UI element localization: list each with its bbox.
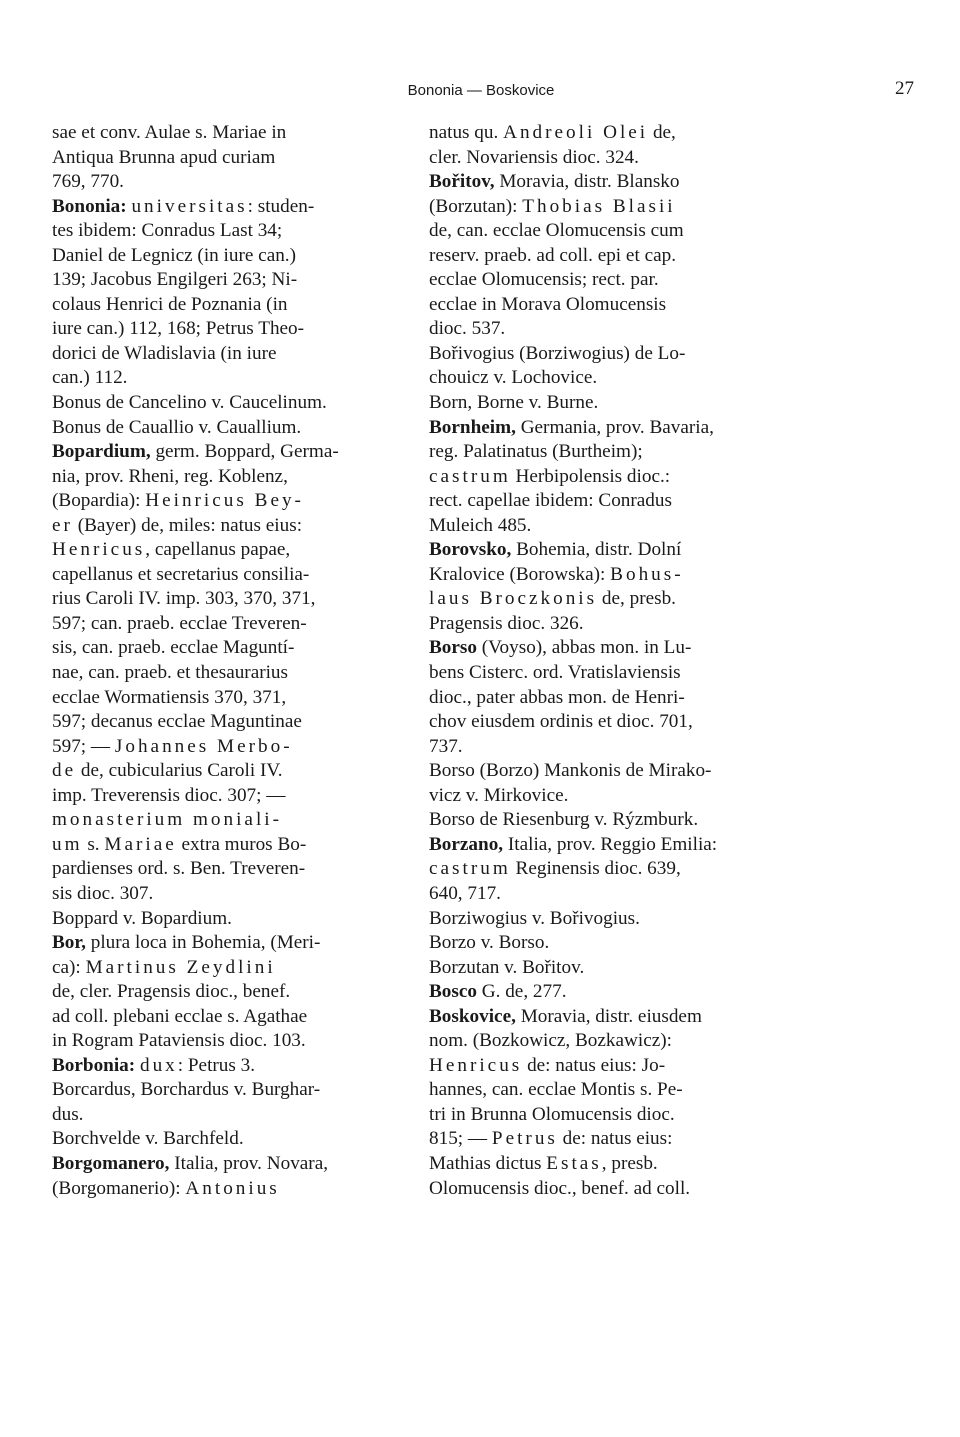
text-segment: Boppard v. Bopardium.: [52, 907, 232, 929]
running-head: Bononia — Boskovice: [407, 82, 555, 99]
text-line: [429, 121, 834, 146]
spaced-name: laus Broczkonis: [429, 588, 598, 610]
text-line: [429, 1029, 834, 1054]
text-segment: Borchvelde v. Barchfeld.: [52, 1128, 244, 1150]
text-segment: 737.: [429, 735, 463, 757]
text-segment: Italia, prov. Reggio Emilia:: [503, 833, 718, 855]
text-line: [52, 1078, 457, 1103]
text-segment: Bonus de Cancelino v. Caucelinum.: [52, 392, 327, 414]
text-line: [429, 440, 834, 465]
spaced-name: Henricus: [52, 539, 146, 561]
text-segment: dorici de Wladislavia (in iure: [52, 342, 277, 364]
text-line: [52, 1054, 457, 1079]
spaced-name: Johannes Merbo-: [114, 735, 293, 757]
text-segment: ecclae Olomucensis; rect. par.: [429, 269, 659, 291]
right-column: [429, 121, 834, 1201]
left-column: [52, 121, 457, 1201]
text-segment: Bohemia, distr. Dolní: [511, 539, 682, 561]
text-line: [429, 244, 834, 269]
text-segment: rect. capellae ibidem: Conradus: [429, 490, 672, 512]
text-line: [52, 759, 457, 784]
text-segment: 597; can. praeb. ecclae Treveren-: [52, 612, 307, 634]
text-segment: plura loca in Bohemia, (Meri-: [85, 932, 321, 954]
text-line: [52, 612, 457, 637]
text-segment: de, can. ecclae Olomucensis cum: [429, 220, 684, 242]
text-line: [429, 907, 834, 932]
text-line: [429, 1005, 834, 1030]
text-line: [429, 710, 834, 735]
text-line: [52, 268, 457, 293]
spaced-name: Petrus: [491, 1128, 558, 1150]
text-line: [52, 146, 457, 171]
text-segment: nom. (Bozkowicz, Bozkawicz):: [429, 1030, 672, 1052]
text-segment: dus.: [52, 1103, 84, 1125]
text-segment: sae et conv. Aulae s. Mariae in: [52, 122, 287, 143]
text-line: [52, 636, 457, 661]
text-segment: Borso (Borzo) Mankonis de Mirako-: [429, 760, 712, 782]
text-line: [52, 661, 457, 686]
entry-headword: Bořitov,: [429, 171, 495, 193]
text-segment: 640, 717.: [429, 882, 501, 904]
text-line: [52, 980, 457, 1005]
text-line: [52, 907, 457, 932]
text-line: [429, 268, 834, 293]
text-segment: Bořivogius (Borziwogius) de Lo-: [429, 342, 686, 364]
text-segment: chov eiusdem ordinis et dioc. 701,: [429, 711, 693, 733]
spaced-name: Henricus: [429, 1054, 523, 1076]
entry-headword: Bornheim,: [429, 416, 516, 438]
spaced-name: castrum: [429, 858, 511, 880]
text-segment: ecclae in Morava Olomucensis: [429, 293, 667, 315]
text-line: [429, 219, 834, 244]
entry-headword: Borso: [429, 637, 477, 659]
text-segment: extra muros Bo-: [176, 833, 307, 855]
text-segment: : Petrus 3.: [177, 1054, 256, 1076]
text-line: [52, 244, 457, 269]
text-line: [429, 587, 834, 612]
text-line: [429, 1152, 834, 1177]
text-line: [429, 980, 834, 1005]
text-segment: Pragensis dioc. 326.: [429, 612, 584, 634]
text-line: [429, 686, 834, 711]
text-line: [52, 686, 457, 711]
text-line: [429, 465, 834, 490]
text-line: [52, 514, 457, 539]
text-line: [429, 735, 834, 760]
text-segment: Borzutan v. Bořitov.: [429, 956, 585, 978]
text-segment: Borziwogius v. Bořivogius.: [429, 907, 640, 929]
entry-headword: Bosco: [429, 981, 477, 1003]
text-segment: imp. Treverensis dioc. 307; —: [52, 784, 286, 806]
text-segment: colaus Henrici de Poznania (in: [52, 293, 288, 315]
entry-headword: Bononia:: [52, 195, 127, 217]
text-line: [52, 391, 457, 416]
text-line: [52, 956, 457, 981]
spaced-name: castrum: [429, 465, 511, 487]
text-segment: ad coll. plebani ecclae s. Agathae: [52, 1005, 308, 1027]
text-line: [52, 1005, 457, 1030]
page-header: [48, 78, 914, 108]
text-line: [429, 391, 834, 416]
text-segment: tes ibidem: Conradus Last 34;: [52, 220, 283, 242]
text-segment: hannes, can. ecclae Montis s. Pe-: [429, 1079, 683, 1101]
text-segment: s.: [82, 833, 105, 855]
spaced-name: dux: [139, 1054, 178, 1076]
text-segment: Olomucensis dioc., benef. ad coll.: [429, 1177, 691, 1199]
entry-headword: Borbonia:: [52, 1054, 136, 1076]
text-line: [52, 342, 457, 367]
text-segment: chouicz v. Lochovice.: [429, 367, 598, 389]
text-line: [52, 882, 457, 907]
text-line: [52, 170, 457, 195]
spaced-name: Martinus Zeydlini: [85, 956, 276, 978]
text-segment: de: natus eius: Jo-: [522, 1054, 666, 1076]
text-line: [429, 1177, 834, 1202]
text-line: [429, 1127, 834, 1152]
text-line: [52, 1177, 457, 1202]
text-segment: Borzo v. Borso.: [429, 932, 550, 954]
text-segment: de, cler. Pragensis dioc., benef.: [52, 981, 291, 1003]
text-segment: sis, can. praeb. ecclae Maguntí-: [52, 637, 295, 659]
text-segment: Italia, prov. Novara,: [169, 1152, 329, 1174]
text-line: [429, 538, 834, 563]
text-segment: reg. Palatinatus (Burtheim);: [429, 441, 643, 463]
text-line: [429, 759, 834, 784]
text-line: [429, 857, 834, 882]
text-line: [52, 195, 457, 220]
page-number: 27: [895, 78, 914, 99]
text-line: [429, 931, 834, 956]
entry-headword: Boskovice,: [429, 1005, 516, 1027]
text-line: [52, 1103, 457, 1128]
spaced-name: Bohus-: [610, 563, 684, 585]
text-line: [429, 293, 834, 318]
text-segment: Moravia, distr. eiusdem: [515, 1005, 702, 1027]
text-segment: Mathias dictus: [429, 1152, 547, 1174]
text-line: [52, 735, 457, 760]
text-line: [429, 1103, 834, 1128]
text-segment: G. de, 277.: [476, 981, 567, 1003]
text-line: [52, 317, 457, 342]
text-segment: , capellanus papae,: [145, 539, 291, 561]
text-line: [52, 121, 457, 146]
text-segment: (Voyso), abbas mon. in Lu-: [476, 637, 692, 659]
text-segment: nia, prov. Rheni, reg. Koblenz,: [52, 465, 288, 487]
text-segment: cler. Novariensis dioc. 324.: [429, 146, 639, 168]
entry-headword: Borovsko,: [429, 539, 512, 561]
spaced-name: monasterium moniali-: [52, 809, 282, 831]
text-segment: ecclae Wormatiensis 370, 371,: [52, 686, 287, 708]
text-segment: : studen-: [247, 195, 315, 217]
text-line: [52, 219, 457, 244]
text-segment: rius Caroli IV. imp. 303, 370, 371,: [52, 588, 316, 610]
text-segment: 597; —: [52, 735, 115, 757]
spaced-name: Andreoli Olei: [503, 122, 649, 143]
text-segment: can.) 112.: [52, 367, 128, 389]
text-line: [52, 538, 457, 563]
spaced-name: Heinricus Bey-: [145, 490, 304, 512]
text-line: [429, 956, 834, 981]
text-line: [429, 366, 834, 391]
text-segment: de, presb.: [597, 588, 676, 610]
text-line: [52, 710, 457, 735]
text-segment: (Bayer) de, miles: natus eius:: [72, 514, 303, 536]
text-line: [52, 1029, 457, 1054]
text-line: [429, 563, 834, 588]
text-line: [52, 366, 457, 391]
spaced-name: um: [52, 833, 83, 855]
text-line: [52, 784, 457, 809]
text-line: [52, 587, 457, 612]
text-line: [429, 514, 834, 539]
spaced-name: Antonius: [185, 1177, 280, 1199]
text-segment: ca):: [52, 956, 86, 978]
text-segment: in Rogram Pataviensis dioc. 103.: [52, 1030, 306, 1052]
text-line: [429, 146, 834, 171]
spaced-name: Thobias Blasii: [522, 195, 676, 217]
text-line: [429, 784, 834, 809]
entry-headword: Borgomanero,: [52, 1152, 170, 1174]
text-segment: Daniel de Legnicz (in iure can.): [52, 244, 296, 266]
text-segment: Reginensis dioc. 639,: [510, 858, 681, 880]
entry-headword: Bor,: [52, 932, 86, 954]
text-segment: Germania, prov. Bavaria,: [515, 416, 714, 438]
text-line: [52, 293, 457, 318]
text-segment: iure can.) 112, 168; Petrus Theo-: [52, 318, 305, 340]
text-segment: dioc., pater abbas mon. de Henri-: [429, 686, 685, 708]
text-line: [429, 833, 834, 858]
text-segment: Kralovice (Borowska):: [429, 563, 611, 585]
text-segment: bens Cisterc. ord. Vratislaviensis: [429, 662, 681, 684]
text-segment: Borcardus, Borchardus v. Burghar-: [52, 1079, 321, 1101]
entry-headword: Borzano,: [429, 833, 504, 855]
text-line: [429, 636, 834, 661]
text-line: [429, 808, 834, 833]
text-segment: Muleich 485.: [429, 514, 532, 536]
text-segment: Born, Borne v. Burne.: [429, 392, 599, 414]
spaced-name: Mariae: [104, 833, 177, 855]
text-line: [429, 170, 834, 195]
text-segment: (Borzutan):: [429, 195, 523, 217]
text-segment: de: natus eius:: [557, 1128, 673, 1150]
text-segment: natus qu.: [429, 122, 504, 143]
text-segment: dioc. 537.: [429, 318, 506, 340]
text-line: [429, 612, 834, 637]
text-line: [52, 833, 457, 858]
text-line: [52, 857, 457, 882]
text-segment: 815; —: [429, 1128, 492, 1150]
text-line: [52, 563, 457, 588]
spaced-name: Estas: [546, 1152, 602, 1174]
text-line: [52, 931, 457, 956]
spaced-name: er: [52, 514, 73, 536]
text-line: [429, 882, 834, 907]
spaced-name: universitas: [131, 195, 248, 217]
text-line: [429, 1078, 834, 1103]
text-segment: Bonus de Cauallio v. Cauallium.: [52, 416, 302, 438]
text-line: [52, 489, 457, 514]
text-segment: Antiqua Brunna apud curiam: [52, 146, 276, 168]
text-segment: capellanus et secretarius consilia-: [52, 563, 310, 585]
text-segment: Moravia, distr. Blansko: [494, 171, 680, 193]
text-segment: de, cubicularius Caroli IV.: [76, 760, 283, 782]
text-line: [52, 1127, 457, 1152]
text-segment: pardienses ord. s. Ben. Treveren-: [52, 858, 306, 880]
text-segment: de,: [648, 122, 676, 143]
text-line: [429, 317, 834, 342]
text-segment: vicz v. Mirkovice.: [429, 784, 569, 806]
text-segment: , presb.: [601, 1152, 658, 1174]
text-segment: 139; Jacobus Engilgeri 263; Ni-: [52, 269, 298, 291]
text-line: [429, 661, 834, 686]
text-segment: 769, 770.: [52, 171, 124, 193]
text-segment: (Bopardia):: [52, 490, 146, 512]
text-segment: sis dioc. 307.: [52, 882, 154, 904]
text-segment: 597; decanus ecclae Maguntinae: [52, 711, 302, 733]
text-line: [52, 1152, 457, 1177]
text-segment: Borso de Riesenburg v. Rýzmburk.: [429, 809, 699, 831]
text-segment: Herbipolensis dioc.:: [510, 465, 671, 487]
entry-headword: Bopardium,: [52, 441, 151, 463]
text-line: [429, 195, 834, 220]
text-segment: tri in Brunna Olomucensis dioc.: [429, 1103, 675, 1125]
text-segment: nae, can. praeb. et thesaurarius: [52, 662, 288, 684]
spaced-name: de: [52, 760, 77, 782]
text-segment: reserv. praeb. ad coll. epi et cap.: [429, 244, 677, 266]
text-line: [52, 465, 457, 490]
text-line: [429, 489, 834, 514]
text-line: [52, 808, 457, 833]
text-line: [429, 342, 834, 367]
text-line: [52, 440, 457, 465]
text-segment: germ. Boppard, Germa-: [150, 441, 339, 463]
text-line: [52, 416, 457, 441]
text-line: [429, 416, 834, 441]
text-line: [429, 1054, 834, 1079]
text-segment: (Borgomanerio):: [52, 1177, 186, 1199]
